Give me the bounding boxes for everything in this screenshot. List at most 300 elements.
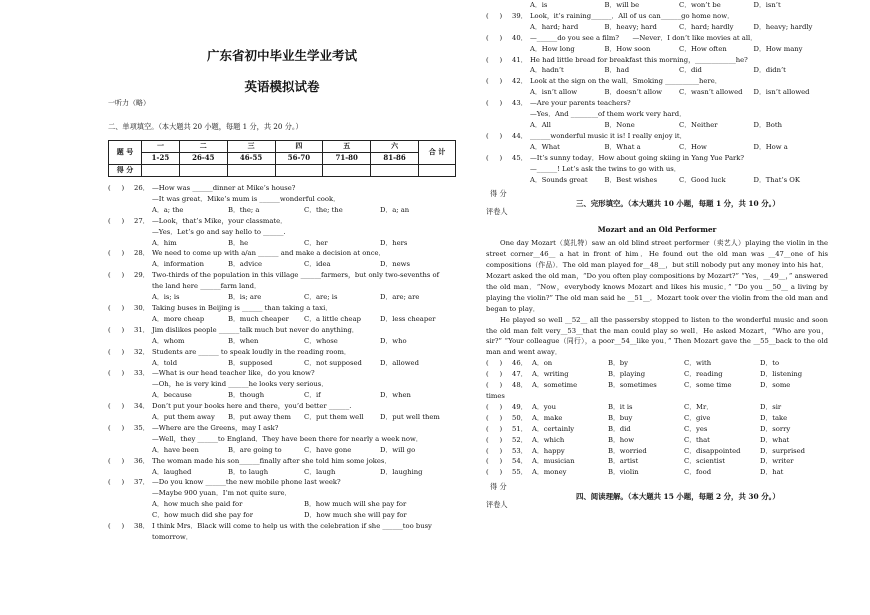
question-number: 42． — [512, 77, 528, 86]
score-table-header: 题 号 — [109, 141, 142, 165]
question-list-right — [486, 0, 828, 185]
answer-option[interactable]: D．How a — [753, 142, 788, 151]
answer-option[interactable]: D．hat — [760, 468, 784, 477]
question-number: 32． — [134, 347, 150, 356]
answer-bracket[interactable]: ( ) — [486, 381, 503, 390]
question-stem: Jim dislikes people ______talk much but never do anything． — [152, 325, 359, 334]
question-item — [108, 270, 456, 281]
answer-option[interactable]: D．put well them — [380, 413, 440, 422]
question-item — [486, 76, 828, 87]
answer-option[interactable]: B．How soon — [604, 44, 651, 53]
question-continuation: —Oh，he is very kind ______he looks very serious． — [152, 380, 329, 389]
question-item — [108, 477, 456, 488]
answer-option[interactable]: B．the; a — [228, 205, 260, 214]
answer-option[interactable]: D．didn’t — [753, 66, 786, 75]
answer-option[interactable]: D．sorry — [760, 424, 791, 433]
answer-option[interactable]: D．when — [380, 391, 411, 400]
cloze-item — [486, 456, 828, 467]
question-stem: —Are your parents teachers? — [530, 99, 631, 108]
option-row — [108, 336, 456, 347]
question-item — [486, 131, 828, 142]
answer-option[interactable]: C．are; is — [304, 293, 338, 302]
question-number: 38． — [134, 522, 150, 531]
option-row — [486, 44, 828, 55]
score-cell[interactable] — [227, 165, 275, 177]
option-row — [108, 238, 456, 249]
answer-option[interactable]: B．Best wishes — [604, 175, 658, 184]
answer-option[interactable]: C．hard; hardly — [679, 22, 734, 31]
answer-option[interactable]: D．sir — [760, 402, 782, 411]
answer-bracket[interactable]: ( ) — [486, 435, 503, 444]
answer-bracket[interactable]: ( ) — [486, 77, 503, 86]
question-number: 35． — [134, 423, 150, 432]
grader-person-label: 评卷人 — [486, 207, 508, 217]
answer-option[interactable]: C．give — [684, 413, 711, 422]
score-cell[interactable] — [323, 165, 371, 177]
answer-option[interactable]: A．is — [530, 1, 548, 9]
score-cell[interactable] — [371, 165, 419, 177]
cloze-item — [486, 435, 828, 446]
score-range-3: 46-55 — [227, 153, 275, 165]
answer-option[interactable]: D．laughing — [380, 467, 423, 476]
score-col-4: 四 — [275, 141, 323, 153]
question-number: 46． — [512, 359, 528, 368]
grader-score-label: 得 分 — [490, 189, 507, 199]
question-item — [486, 11, 828, 22]
score-col-3: 三 — [227, 141, 275, 153]
question-continuation: —It was great．Mike’s mum is ______wonderful cook． — [152, 194, 340, 203]
answer-option[interactable]: D．How many — [753, 44, 803, 53]
question-stem: —How was ______dinner at Mike’s house? — [152, 184, 296, 192]
question-number: 29． — [134, 271, 150, 280]
answer-option[interactable]: A．isn’t allow — [530, 88, 578, 97]
answer-option[interactable]: A．happy — [532, 446, 565, 455]
cloze-item — [486, 446, 828, 457]
answer-bracket[interactable]: ( ) — [108, 249, 125, 258]
answer-option[interactable]: B．sometimes — [608, 381, 657, 390]
answer-option[interactable]: B．will be — [604, 1, 640, 9]
answer-option[interactable]: A．musician — [532, 457, 575, 466]
score-cell[interactable] — [419, 165, 456, 177]
question-item — [108, 456, 456, 467]
answer-option[interactable]: A．whom — [152, 336, 185, 345]
answer-option[interactable]: D．who — [380, 336, 407, 345]
answer-option[interactable]: C．did — [679, 66, 702, 75]
answer-option[interactable]: A．which — [532, 435, 565, 444]
answer-option[interactable]: B．by — [608, 359, 628, 368]
cloze-item — [486, 467, 828, 478]
answer-option[interactable]: D．hers — [380, 238, 408, 247]
question-number: 26． — [134, 184, 150, 192]
answer-bracket[interactable]: ( ) — [486, 11, 503, 20]
answer-bracket[interactable]: ( ) — [486, 402, 503, 411]
answer-bracket[interactable]: ( ) — [486, 33, 503, 42]
answer-option[interactable]: A．hadn’t — [530, 66, 564, 75]
answer-option[interactable]: A．information — [152, 260, 204, 269]
answer-option[interactable]: B．playing — [608, 370, 646, 379]
option-row — [108, 510, 456, 521]
answer-bracket[interactable]: ( ) — [108, 184, 125, 192]
answer-bracket[interactable]: ( ) — [486, 99, 503, 108]
answer-option[interactable]: C．idea — [304, 260, 331, 269]
answer-option[interactable]: A．sometime — [532, 381, 578, 390]
answer-option[interactable]: B．violin — [608, 468, 639, 477]
grader-box-4 — [486, 482, 828, 516]
answer-option[interactable]: D．allowed — [380, 358, 419, 367]
question-continuation: —Well，they ______to England．They have been there for nearly a week now． — [152, 434, 423, 443]
answer-bracket[interactable]: ( ) — [108, 402, 125, 411]
answer-option[interactable]: B．put away them — [228, 413, 291, 422]
answer-option[interactable]: B．did — [608, 424, 631, 433]
cloze-item — [486, 424, 828, 435]
question-number: 27． — [134, 216, 150, 225]
cloze-item — [486, 402, 828, 413]
question-number: 28． — [134, 249, 150, 258]
question-item — [108, 248, 456, 259]
cloze-item — [486, 358, 828, 369]
option-row — [108, 205, 456, 216]
question-number: 34． — [134, 402, 150, 411]
answer-option[interactable]: C．laugh — [304, 467, 336, 476]
answer-bracket[interactable]: ( ) — [108, 303, 125, 312]
question-number: 54． — [512, 457, 528, 466]
option-row — [108, 259, 456, 270]
answer-option[interactable]: D．are; are — [380, 293, 420, 302]
answer-option[interactable]: A．hard; hard — [530, 22, 579, 31]
right-column — [486, 0, 828, 516]
answer-bracket[interactable]: ( ) — [486, 153, 503, 162]
question-number: 40． — [512, 33, 528, 42]
question-stem: ______wonderful music it is! I really enjoy it． — [530, 131, 687, 140]
answer-bracket[interactable]: ( ) — [486, 370, 503, 379]
answer-option[interactable]: B．heavy; hard — [604, 22, 657, 31]
score-cell[interactable] — [275, 165, 323, 177]
question-number: 47． — [512, 370, 528, 379]
answer-option[interactable]: C．How — [679, 142, 707, 151]
answer-option[interactable]: B．worried — [608, 446, 647, 455]
answer-bracket[interactable]: ( ) — [108, 456, 125, 465]
grader-score-label: 得 分 — [490, 482, 507, 492]
question-item — [108, 183, 456, 194]
answer-option[interactable]: D．news — [380, 260, 410, 269]
question-number: 52． — [512, 435, 528, 444]
answer-option[interactable]: C．how much did she pay for — [152, 511, 253, 520]
answer-option[interactable]: A．how much she paid for — [152, 500, 243, 509]
grader-person-label: 评卷人 — [486, 500, 508, 510]
question-number: 55． — [512, 468, 528, 477]
answer-option[interactable]: A．certainly — [532, 424, 575, 433]
answer-option[interactable]: A．put them away — [152, 413, 215, 422]
answer-bracket[interactable]: ( ) — [108, 522, 125, 531]
option-row — [108, 412, 456, 423]
answer-option[interactable]: A．him — [152, 238, 177, 247]
question-stem: We need to come up with a/an ______ and make a decision at once． — [152, 249, 386, 258]
option-wrap-text: times — [486, 392, 505, 400]
answer-option[interactable]: C．if — [304, 391, 321, 400]
question-number: 37． — [134, 478, 150, 487]
question-item — [108, 368, 456, 379]
question-stem: I think Mrs．Black will come to help us with the celebration if she ______too busy — [152, 522, 432, 531]
question-number: 36． — [134, 456, 150, 465]
question-stem: Two-thirds of the population in this village ______farmers，but only two-sevenths of — [152, 271, 440, 280]
question-item — [486, 55, 828, 66]
question-continuation: the land here ______farm land． — [152, 282, 261, 291]
answer-option[interactable]: B．supposed — [228, 358, 273, 367]
answer-option[interactable]: D．to — [760, 359, 780, 368]
answer-option[interactable]: C．a little cheap — [304, 314, 361, 323]
answer-option[interactable]: D．listening — [760, 370, 803, 379]
question-item — [108, 216, 456, 227]
answer-option[interactable]: D．some — [760, 381, 791, 390]
question-number: 39． — [512, 11, 528, 20]
question-number: 44． — [512, 131, 528, 140]
score-range-6: 81-86 — [371, 153, 419, 165]
answer-option[interactable]: A．How long — [530, 44, 575, 53]
option-row — [108, 292, 456, 303]
answer-option[interactable]: B．is; are — [228, 293, 262, 302]
answer-option[interactable]: C．that — [684, 435, 710, 444]
question-number: 50． — [512, 413, 528, 422]
score-range-4: 56-70 — [275, 153, 323, 165]
answer-option[interactable]: B．artist — [608, 457, 639, 466]
answer-bracket[interactable]: ( ) — [486, 446, 503, 455]
question-continuation: —Yes．And ________of them work very hard． — [530, 110, 686, 119]
answer-option[interactable]: C．food — [684, 468, 712, 477]
question-item — [486, 98, 828, 109]
exam-title: 广东省初中毕业生学业考试 — [206, 48, 357, 63]
score-col-1: 一 — [142, 141, 180, 153]
question-stem: —Do you know ______the new mobile phone last week? — [152, 478, 341, 487]
option-row — [486, 22, 828, 33]
option-row — [108, 314, 456, 325]
exam-subtitle: 英语模拟试卷 — [244, 79, 320, 94]
score-col-6: 六 — [371, 141, 419, 153]
answer-option[interactable]: D．heavy; hardly — [753, 22, 813, 31]
answer-option[interactable]: D．take — [760, 413, 788, 422]
answer-option[interactable]: D．a; an — [380, 205, 410, 214]
score-cell[interactable] — [142, 165, 180, 177]
question-stem: He had little bread for breakfast this morning，____________he? — [530, 55, 748, 64]
answer-option[interactable]: B．how — [608, 435, 635, 444]
score-range-5: 71-80 — [323, 153, 371, 165]
answer-option[interactable]: C．Mr． — [684, 402, 714, 411]
answer-bracket[interactable]: ( ) — [108, 271, 125, 280]
question-stem: Don’t put your books here and there，you’d better ______. — [152, 402, 352, 411]
answer-option[interactable]: D．writer — [760, 457, 794, 466]
option-row — [486, 142, 828, 153]
question-list-left — [108, 183, 456, 543]
question-stem: —______do you see a film? —Never．I don’t like movies at all． — [530, 33, 757, 42]
answer-option[interactable]: C．reading — [684, 370, 723, 379]
grader-box-3 — [486, 189, 828, 223]
option-row — [486, 175, 828, 186]
answer-bracket[interactable]: ( ) — [486, 359, 503, 368]
question-stem: Look at the sign on the wall．Smoking __________here． — [530, 77, 722, 86]
question-item — [108, 521, 456, 532]
question-item — [486, 33, 828, 44]
score-total-header: 合 计 — [419, 141, 456, 165]
answer-bracket[interactable]: ( ) — [108, 216, 125, 225]
answer-bracket[interactable]: ( ) — [486, 131, 503, 140]
answer-option[interactable]: C．have gone — [304, 445, 352, 454]
answer-option[interactable]: B．when — [228, 336, 259, 345]
question-number: 43． — [512, 99, 528, 108]
answer-option[interactable]: A．writing — [532, 370, 569, 379]
answer-bracket[interactable]: ( ) — [486, 413, 503, 422]
answer-option[interactable]: C．won’t be — [679, 1, 721, 9]
answer-option[interactable]: A．make — [532, 413, 563, 422]
answer-option[interactable]: A．laughed — [152, 467, 192, 476]
answer-option[interactable]: A．have been — [152, 445, 199, 454]
answer-option[interactable]: B．he — [228, 238, 249, 247]
question-item — [108, 423, 456, 434]
answer-option[interactable]: B．None — [604, 120, 635, 129]
question-number: 33． — [134, 369, 150, 378]
question-item — [108, 401, 456, 412]
passage-paragraph-2: He played so well __52__ all the passersby stopped to listen to the wonderful music and soon the old man felt very__53__that the man could play so well．He asked Mozart，“Who are you，sir?” “Your colleague（同行），a poor__54__like you．” Then Mozart gave the __55__back to the old man and went away． — [486, 315, 828, 357]
answer-option[interactable]: C．some time — [684, 381, 732, 390]
answer-option[interactable]: D．That’s OK — [753, 175, 800, 184]
answer-bracket[interactable]: ( ) — [486, 468, 503, 477]
answer-option[interactable]: C．with — [684, 359, 712, 368]
option-row — [108, 445, 456, 456]
section-4-heading: 四、阅读理解。（本大题共 15 小题，每题 2 分，共 30 分。） — [576, 492, 780, 502]
answer-option[interactable]: B．are going to — [228, 445, 282, 454]
answer-option[interactable]: B．What a — [604, 142, 641, 151]
question-number: 30． — [134, 303, 150, 312]
answer-option[interactable]: B．buy — [608, 413, 633, 422]
answer-option[interactable]: A．you — [532, 402, 557, 411]
answer-bracket[interactable]: ( ) — [486, 457, 503, 466]
answer-option[interactable]: A．told — [152, 358, 178, 367]
answer-option[interactable]: C．whose — [304, 336, 338, 345]
answer-option[interactable]: A．because — [152, 391, 192, 400]
answer-bracket[interactable]: ( ) — [486, 55, 503, 64]
question-item — [108, 325, 456, 336]
score-range-2: 26-45 — [179, 153, 227, 165]
answer-option[interactable]: D．surprised — [760, 446, 805, 455]
answer-option[interactable]: B．though — [228, 391, 265, 400]
answer-bracket[interactable]: ( ) — [108, 423, 125, 432]
answer-option[interactable]: D．less cheaper — [380, 314, 436, 323]
score-range-1: 1-25 — [142, 153, 180, 165]
question-number: 41． — [512, 55, 528, 64]
answer-option[interactable]: B．how much will she pay for — [304, 500, 407, 509]
answer-bracket[interactable]: ( ) — [108, 325, 125, 334]
cloze-item — [486, 369, 828, 380]
score-cell[interactable] — [179, 165, 227, 177]
option-row — [108, 467, 456, 478]
score-col-2: 二 — [179, 141, 227, 153]
answer-option[interactable]: C．the; the — [304, 205, 343, 214]
question-stem: The woman made his son______finally after she told him some jokes． — [152, 456, 392, 465]
question-item — [486, 153, 828, 164]
question-number: 48． — [512, 381, 528, 390]
answer-option[interactable]: D．Both — [753, 120, 782, 129]
answer-option[interactable]: A．What — [530, 142, 560, 151]
score-col-5: 五 — [323, 141, 371, 153]
option-row — [108, 390, 456, 401]
answer-option[interactable]: B．to laugh — [228, 467, 269, 476]
answer-option[interactable]: B．had — [604, 66, 630, 75]
answer-option[interactable]: C．scientist — [684, 457, 725, 466]
question-number: 53． — [512, 446, 528, 455]
answer-option[interactable]: C．How often — [679, 44, 727, 53]
option-row — [486, 65, 828, 76]
answer-option[interactable]: B．doesn’t allow — [604, 88, 662, 97]
answer-option[interactable]: C．her — [304, 238, 328, 247]
passage-paragraph-1: One day Mozart（莫扎特）saw an old blind street performer（卖艺人）playing the violin in the street corner__46__ a hat in front of him．He found out the old man was __47__one of his compositions（作品）．The old man played for__48__，but still nobody put any money into his hat．Mozart asked the old man，“Do you often play compositions by Mozart?” “Yes，__49__，” answered the old man．“Now，everybody knows Mozart and likes his music．” “Do you __50__ a living by playing the violin?” The old man said he __51__．Mozart took over the violin from the old man and began to play． — [486, 239, 828, 313]
question-continuation: —______! Let’s ask the twins to go with us． — [530, 164, 681, 173]
question-number: 49． — [512, 402, 528, 411]
answer-bracket[interactable]: ( ) — [108, 478, 125, 487]
section-2-heading: 二、单项填空。（本大题共 20 小题，每题 1 分，共 20 分。） — [108, 122, 303, 131]
answer-option[interactable]: C．put them well — [304, 413, 364, 422]
answer-option[interactable]: D．isn’t — [753, 1, 781, 9]
score-table — [108, 140, 456, 177]
answer-option[interactable]: A．more cheap — [152, 314, 205, 323]
option-row — [486, 0, 828, 11]
cloze-options — [486, 358, 828, 478]
option-row — [486, 120, 828, 131]
answer-bracket[interactable]: ( ) — [108, 369, 125, 378]
answer-bracket[interactable]: ( ) — [486, 424, 503, 433]
answer-option[interactable]: B．it is — [608, 402, 633, 411]
answer-option[interactable]: C．wasn’t allowed — [679, 88, 743, 97]
passage-title: Mozart and an Old Performer — [597, 225, 717, 235]
answer-option[interactable]: C．Good luck — [679, 175, 726, 184]
answer-option[interactable]: D．how much she will pay for — [304, 511, 407, 520]
answer-option[interactable]: C．not supposed — [304, 358, 362, 367]
answer-option[interactable]: D．what — [760, 435, 790, 444]
answer-option[interactable]: C．yes — [684, 424, 708, 433]
question-item — [108, 303, 456, 314]
question-continuation: —Maybe 900 yuan．I’m not quite sure． — [152, 489, 292, 498]
question-number: 45． — [512, 153, 528, 162]
answer-option[interactable]: A．money — [532, 468, 567, 477]
cloze-item — [486, 380, 828, 391]
answer-option[interactable]: A．All — [530, 120, 551, 129]
listening-note: 一听力（略） — [108, 99, 150, 107]
option-row — [108, 499, 456, 510]
question-stem: —What is our head teacher like，do you know? — [152, 369, 315, 378]
question-stem: —Where are the Greens，may I ask? — [152, 423, 279, 432]
question-stem: —Look，that’s Mike，your classmate． — [152, 216, 287, 225]
question-stem: —It’s sunny today．How about going skiing in Yang Yue Park? — [530, 153, 745, 162]
answer-option[interactable]: B．much cheaper — [228, 314, 289, 323]
answer-option[interactable]: A．on — [532, 359, 553, 368]
question-stem: Look，it’s raining______．All of us can______go home now． — [530, 11, 734, 20]
question-item — [108, 347, 456, 358]
question-continuation: —Yes．Let’s go and say hello to ______. — [152, 227, 286, 236]
answer-option[interactable]: D．isn’t allowed — [753, 88, 810, 97]
answer-option[interactable]: A．Sounds great — [530, 175, 588, 184]
section-3-heading: 三、完形填空。（本大题共 10 小题，每题 1 分，共 10 分。） — [576, 199, 780, 209]
cloze-item — [486, 413, 828, 424]
answer-option[interactable]: A．is; is — [152, 293, 180, 302]
answer-bracket[interactable]: ( ) — [108, 347, 125, 356]
answer-option[interactable]: D．will go — [380, 445, 416, 454]
question-number: 51． — [512, 424, 528, 433]
question-continuation: tomorrow． — [152, 533, 193, 541]
left-column — [108, 0, 456, 543]
question-stem: Taking buses in Beijing is ______ than taking a taxi． — [152, 303, 333, 312]
answer-option[interactable]: C．disappointed — [684, 446, 741, 455]
option-row — [108, 358, 456, 369]
answer-option[interactable]: A．a; the — [152, 205, 184, 214]
answer-option[interactable]: B．advice — [228, 260, 263, 269]
answer-option[interactable]: C．Neither — [679, 120, 718, 129]
